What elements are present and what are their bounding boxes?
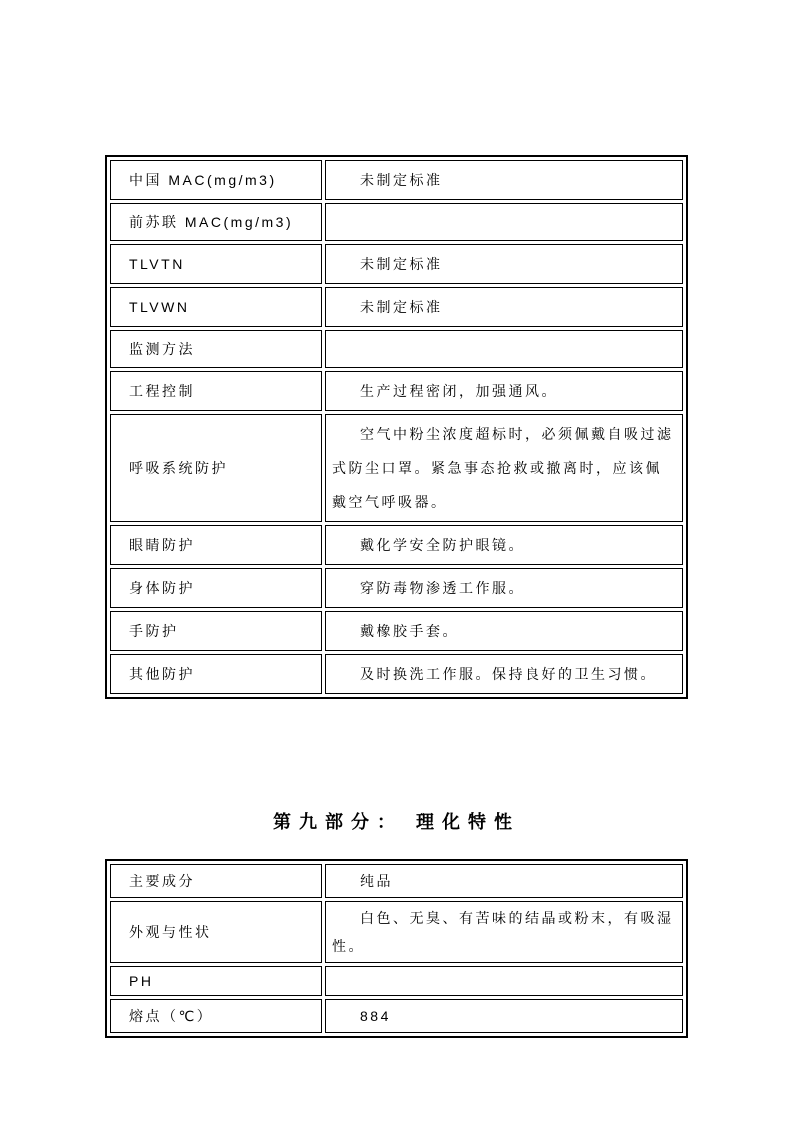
row-value: 白色、无臭、有苦味的结晶或粉末，有吸湿性。 bbox=[325, 901, 683, 963]
table-row bbox=[110, 611, 683, 651]
row-value bbox=[325, 966, 683, 996]
table-row bbox=[110, 654, 683, 694]
physical-properties-table bbox=[105, 859, 688, 1038]
table-row bbox=[110, 160, 683, 200]
row-value: 884 bbox=[325, 999, 683, 1033]
row-value: 戴橡胶手套。 bbox=[325, 611, 683, 651]
table-row bbox=[110, 864, 683, 898]
row-value: 及时换洗工作服。保持良好的卫生习惯。 bbox=[325, 654, 683, 694]
row-label: 前苏联 MAC(mg/m3) bbox=[110, 203, 322, 241]
row-label: 其他防护 bbox=[110, 654, 322, 694]
table-row bbox=[110, 966, 683, 996]
table-row bbox=[110, 287, 683, 327]
exposure-limits-table bbox=[105, 155, 688, 699]
row-label: 外观与性状 bbox=[110, 901, 322, 963]
row-value: 未制定标准 bbox=[325, 244, 683, 284]
row-label: 身体防护 bbox=[110, 568, 322, 608]
section-heading: 第九部分： 理化特性 bbox=[272, 812, 520, 832]
table-row bbox=[110, 901, 683, 963]
row-label: 熔点（℃） bbox=[110, 999, 322, 1033]
row-label: TLVWN bbox=[110, 287, 322, 327]
row-label: 手防护 bbox=[110, 611, 322, 651]
row-label: 眼睛防护 bbox=[110, 525, 322, 565]
table-row bbox=[110, 568, 683, 608]
row-label: 呼吸系统防护 bbox=[110, 414, 322, 522]
table-row bbox=[110, 525, 683, 565]
table-row bbox=[110, 330, 683, 368]
row-value: 未制定标准 bbox=[325, 160, 683, 200]
table-row bbox=[110, 414, 683, 522]
row-label: 中国 MAC(mg/m3) bbox=[110, 160, 322, 200]
row-label: 工程控制 bbox=[110, 371, 322, 411]
table-row bbox=[110, 203, 683, 241]
row-label: PH bbox=[110, 966, 322, 996]
table-row bbox=[110, 371, 683, 411]
row-label: TLVTN bbox=[110, 244, 322, 284]
row-value: 穿防毒物渗透工作服。 bbox=[325, 568, 683, 608]
table-row bbox=[110, 244, 683, 284]
row-value: 未制定标准 bbox=[325, 287, 683, 327]
table-row bbox=[110, 999, 683, 1033]
row-value: 纯品 bbox=[325, 864, 683, 898]
row-value bbox=[325, 203, 683, 241]
row-value: 戴化学安全防护眼镜。 bbox=[325, 525, 683, 565]
row-value: 生产过程密闭，加强通风。 bbox=[325, 371, 683, 411]
row-label: 监测方法 bbox=[110, 330, 322, 368]
row-value: 空气中粉尘浓度超标时，必须佩戴自吸过滤式防尘口罩。紧急事态抢救或撤离时，应该佩戴空气呼吸器。 bbox=[325, 414, 683, 522]
row-label: 主要成分 bbox=[110, 864, 322, 898]
row-value bbox=[325, 330, 683, 368]
